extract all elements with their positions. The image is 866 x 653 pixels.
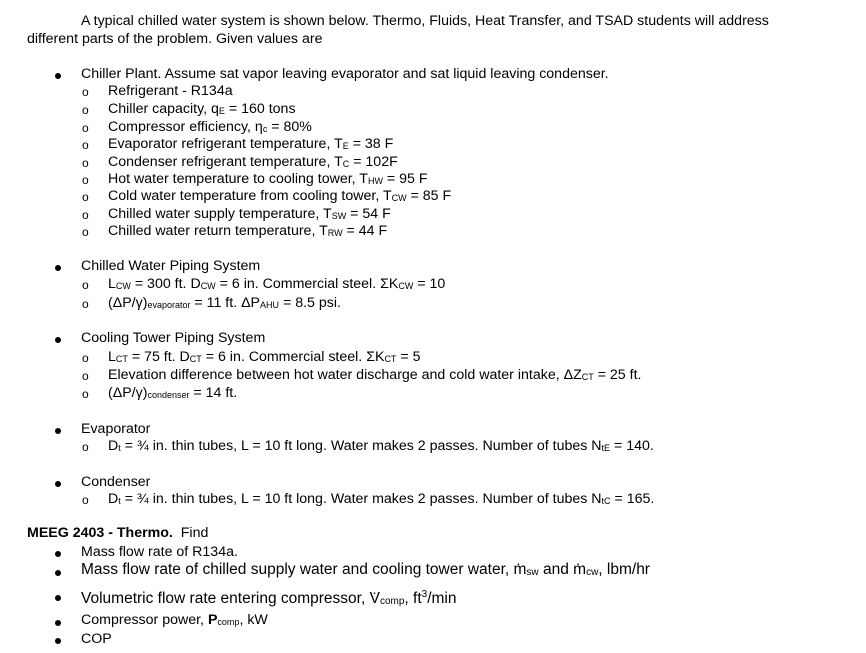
bullet-icon — [55, 615, 63, 623]
thermo-heading: MEEG 2403 - Thermo. Find — [27, 525, 209, 541]
circle-bullet-icon: o — [82, 387, 89, 401]
ct-piping-item: Elevation difference between hot water discharge and cold water intake, $\Delta Z_{CT} = 25$ ft. — [108, 367, 642, 383]
chiller-item: Cold water temperature from cooling tower, $T_{CW} = 85$ F — [108, 188, 452, 204]
intro-paragraph — [27, 12, 847, 48]
cw-piping-item: $L_{CW} = 300$ ft. $D_{CW} = 6$ in. Commercial steel. $\Sigma K_{CW} = 10$ — [108, 276, 446, 292]
circle-bullet-icon: o — [82, 440, 89, 454]
bullet-icon — [55, 476, 63, 484]
intro-line-2: different parts of the problem. Given values are — [27, 31, 323, 47]
ct-piping-item: $L_{CT} = 75$ ft. $D_{CT} = 6$ in. Commercial steel. $\Sigma K_{CT} = 5$ — [108, 349, 421, 365]
thermo-item: Compressor power, $P_{comp}$, kW — [81, 612, 268, 628]
circle-bullet-icon: o — [82, 369, 89, 383]
intro-line-1: A typical chilled water system is shown below. Thermo, Fluids, Heat Transfer, and TSAD students will address — [81, 13, 769, 29]
chiller-item: Condenser refrigerant temperature, $T_C = 102F$ — [108, 154, 398, 170]
circle-bullet-icon: o — [82, 278, 89, 292]
bullet-icon — [55, 260, 63, 268]
chiller-title: Chiller Plant. Assume sat vapor leaving evaporator and sat liquid leaving condenser. — [81, 66, 609, 82]
circle-bullet-icon: o — [82, 103, 89, 117]
bullet-icon — [55, 546, 63, 554]
circle-bullet-icon: o — [82, 493, 89, 507]
circle-bullet-icon: o — [82, 351, 89, 365]
chiller-item: Refrigerant - R134a — [108, 83, 233, 99]
evaporator-item: $D_t$ = ¾ in. thin tubes, L = 10 ft long. Water makes 2 passes. Number of tubes $N_{tE} = 140$. — [108, 438, 654, 454]
bullet-icon — [55, 68, 63, 76]
chiller-item: Evaporator refrigerant temperature, $T_E = 38$ F — [108, 136, 394, 152]
bullet-icon — [55, 332, 63, 340]
thermo-item: Mass flow rate of chilled supply water and cooling tower water, . $m_{sw}$ and . $m_{cw}$, lbm/hr — [81, 561, 650, 581]
chiller-item: Chiller capacity, $q_E = 160$ tons — [108, 101, 296, 117]
bullet-icon — [55, 423, 63, 431]
chiller-item: Chilled water supply temperature, $T_{SW} = 54$ F — [108, 206, 391, 222]
condenser-title: Condenser — [81, 474, 151, 490]
thermo-item: COP — [81, 631, 112, 647]
bullet-icon — [55, 565, 63, 573]
circle-bullet-icon: o — [82, 190, 89, 204]
circle-bullet-icon: o — [82, 173, 89, 187]
thermo-item: Volumetric flow rate entering compressor, . $V_{comp}$, $ft^3/\min$ — [81, 586, 457, 610]
cw-piping-item: $(\Delta P/\gamma)_{evaporator} = 11$ ft. $\Delta P_{AHU} = 8.5$ psi. — [108, 295, 341, 311]
circle-bullet-icon: o — [82, 225, 89, 239]
circle-bullet-icon: o — [82, 208, 89, 222]
cw-piping-title: Chilled Water Piping System — [81, 258, 261, 274]
circle-bullet-icon: o — [82, 85, 89, 99]
circle-bullet-icon: o — [82, 121, 89, 135]
bullet-icon — [55, 590, 63, 598]
chiller-item: Hot water temperature to cooling tower, $T_{HW} = 95$ F — [108, 171, 428, 187]
ct-piping-title: Cooling Tower Piping System — [81, 330, 266, 346]
circle-bullet-icon: o — [82, 138, 89, 152]
condenser-item: $D_t$ = ¾ in. thin tubes, L = 10 ft long. Water makes 2 passes. Number of tubes $N_{tC} = 165$. — [108, 491, 655, 507]
evaporator-title: Evaporator — [81, 421, 151, 437]
bullet-icon — [55, 633, 63, 641]
thermo-item: Mass flow rate of R134a. — [81, 544, 238, 560]
circle-bullet-icon: o — [82, 156, 89, 170]
circle-bullet-icon: o — [82, 297, 89, 311]
chiller-item: Compressor efficiency, $\eta_c = 80\%$ — [108, 119, 312, 135]
ct-piping-item: $(\Delta P/\gamma)_{condenser} = 14$ ft. — [108, 385, 238, 401]
chiller-item: Chilled water return temperature, $T_{RW} = 44$ F — [108, 223, 388, 239]
